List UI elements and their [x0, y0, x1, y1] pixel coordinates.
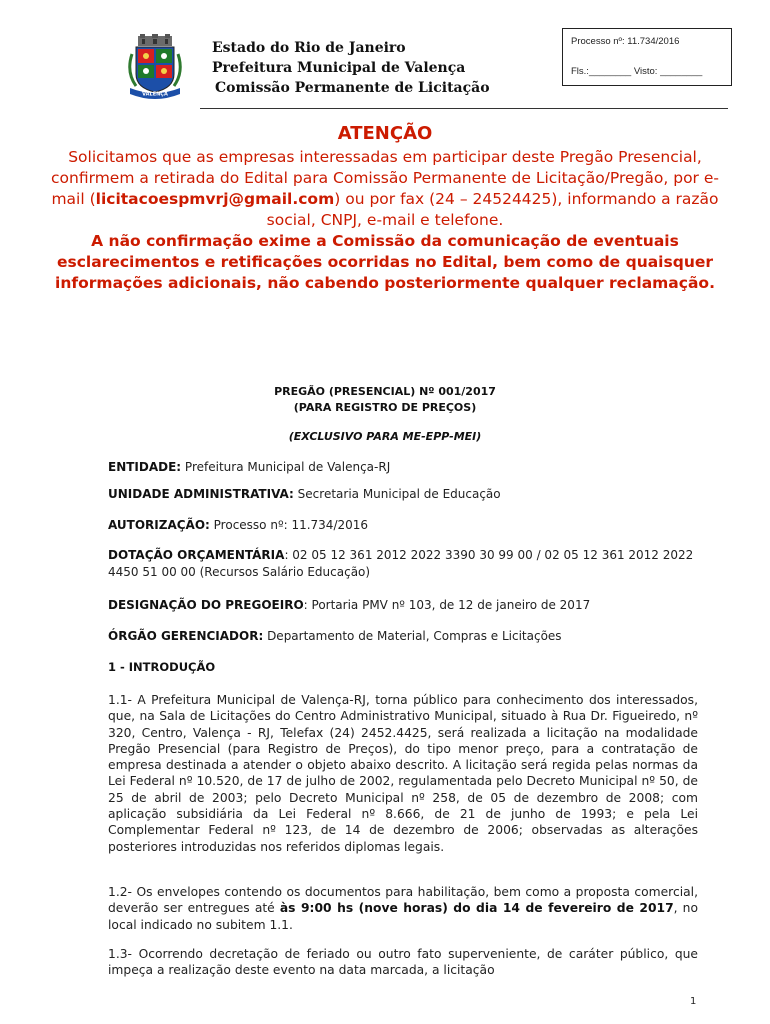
- autorizacao-value: Processo nº: 11.734/2016: [209, 518, 369, 532]
- pregao-title: PREGÃO (PRESENCIAL) Nº 001/2017: [274, 385, 496, 398]
- process-number: Processo nº: 11.734/2016: [571, 36, 680, 47]
- paragraph-1-2: [108, 884, 698, 933]
- designacao-value: : Portaria PMV nº 103, de 12 de janeiro de 2017: [303, 598, 591, 612]
- attention-body-text-1: Solicitamos que as empresas interessadas em participar deste Pregão Presencial, confirmem a retirada do Edital para Comissão Permanente de Licitação/Pregão, por e-mail (: [51, 148, 719, 208]
- pregao-subtitle: (PARA REGISTRO DE PREÇOS): [293, 401, 477, 414]
- field-dotacao: [108, 547, 698, 581]
- header-state: Estado do Rio de Janeiro: [212, 40, 406, 56]
- orgao-label: ÓRGÃO GERENCIADOR:: [108, 629, 264, 643]
- section-introducao-title: 1 - INTRODUÇÃO: [108, 660, 216, 674]
- dotacao-label: DOTAÇÃO ORÇAMENTÁRIA: [108, 548, 285, 562]
- attention-body: [40, 147, 730, 231]
- attention-title: ATENÇÃO: [337, 123, 433, 144]
- attention-email: licitacoespmvrj@gmail.com: [95, 190, 335, 208]
- attention-body-text-2: ) ou por fax (24 – 24524425), informando a razão social, CNPJ, e-mail e telefone.: [266, 190, 719, 229]
- page-number: 1: [690, 996, 697, 1007]
- entidade-value: Prefeitura Municipal de Valença-RJ: [181, 460, 391, 474]
- header-divider: [200, 108, 728, 109]
- paragraph-1-2-text-2: , no local indicado no subitem 1.1.: [108, 901, 698, 932]
- entidade-label: ENTIDADE:: [108, 460, 182, 474]
- designacao-label: DESIGNAÇÃO DO PREGOEIRO: [108, 598, 304, 612]
- field-unidade: [108, 486, 698, 503]
- paragraph-1-3: 1.3- Ocorrendo decretação de feriado ou outro fato superveniente, de caráter público, que impeça a realização deste evento na data marcada, a licitação: [108, 947, 698, 978]
- pregao-heading: [40, 384, 730, 416]
- attention-bold-note: A não confirmação exime a Comissão da comunicação de eventuais esclarecimentos e retificações ocorridas no Edital, bem como de quaisquer informações adicionais, não cabendo posteriormente qualquer reclamação.: [55, 232, 715, 292]
- process-stamp-box: [562, 28, 732, 86]
- unidade-label: UNIDADE ADMINISTRATIVA:: [108, 487, 294, 501]
- paragraph-1-2-text-1: 1.2- Os envelopes contendo os documentos para habilitação, bem como a proposta comercial, deverão ser entregues até: [108, 885, 698, 916]
- attention-notice: [40, 122, 730, 294]
- field-entidade: [108, 459, 698, 476]
- crest-banner-text: VALENÇA: [142, 91, 168, 98]
- fls-visto: Fls.:________ Visto: ________: [571, 66, 703, 77]
- field-autorizacao: [108, 517, 698, 534]
- paragraph-1-2-deadline: às 9:00 hs (nove horas) do dia 14 de fevereiro de 2017: [279, 901, 674, 916]
- paragraph-1-1: 1.1- A Prefeitura Municipal de Valença-RJ, torna público para conhecimento dos interessados, que, na Sala de Licitações do Centro Administrativo Municipal, situado à Rua Dr. Figueiredo, nº 320, Centro, Valença - RJ, Telefax (24) 2452.4425, será realizada a licitação na modalidade Pregão Presencial (para Registro de Preços), do tipo menor preço, para a contratação de empresa destinada a atender o objeto abaixo descrito. A licitação será regida pelas normas da Lei Federal nº 10.520, de 17 de julho de 2002, regulamentada pelo Decreto Municipal nº 50, de 25 de abril de 2003; pelo Decreto Municipal nº 258, de 05 de dezembro de 2008; com aplicação subsidiária da Lei Federal nº 8.666, de 21 de junho de 1993; e pela Lei Complementar Federal nº 123, de 14 de dezembro de 2006; observadas as alterações posteriores introduzidas nos referidos diplomas legais.: [108, 693, 698, 854]
- pregao-exclusive: (EXCLUSIVO PARA ME-EPP-MEI): [288, 430, 482, 443]
- autorizacao-label: AUTORIZAÇÃO:: [108, 518, 210, 532]
- field-designacao: [108, 597, 698, 614]
- unidade-value: Secretaria Municipal de Educação: [293, 487, 501, 501]
- field-orgao: [108, 628, 698, 645]
- header-prefecture: Prefeitura Municipal de Valença: [212, 60, 466, 76]
- municipal-crest-logo: [122, 34, 188, 100]
- orgao-value: Departamento de Material, Compras e Licitações: [263, 629, 562, 643]
- dotacao-value: : 02 05 12 361 2012 2022 3390 30 99 00 / 02 05 12 361 2012 2022 4450 51 00 00 (Recursos Salário Educação): [108, 548, 694, 579]
- letterhead: [212, 38, 490, 98]
- header-commission: Comissão Permanente de Licitação: [215, 80, 490, 96]
